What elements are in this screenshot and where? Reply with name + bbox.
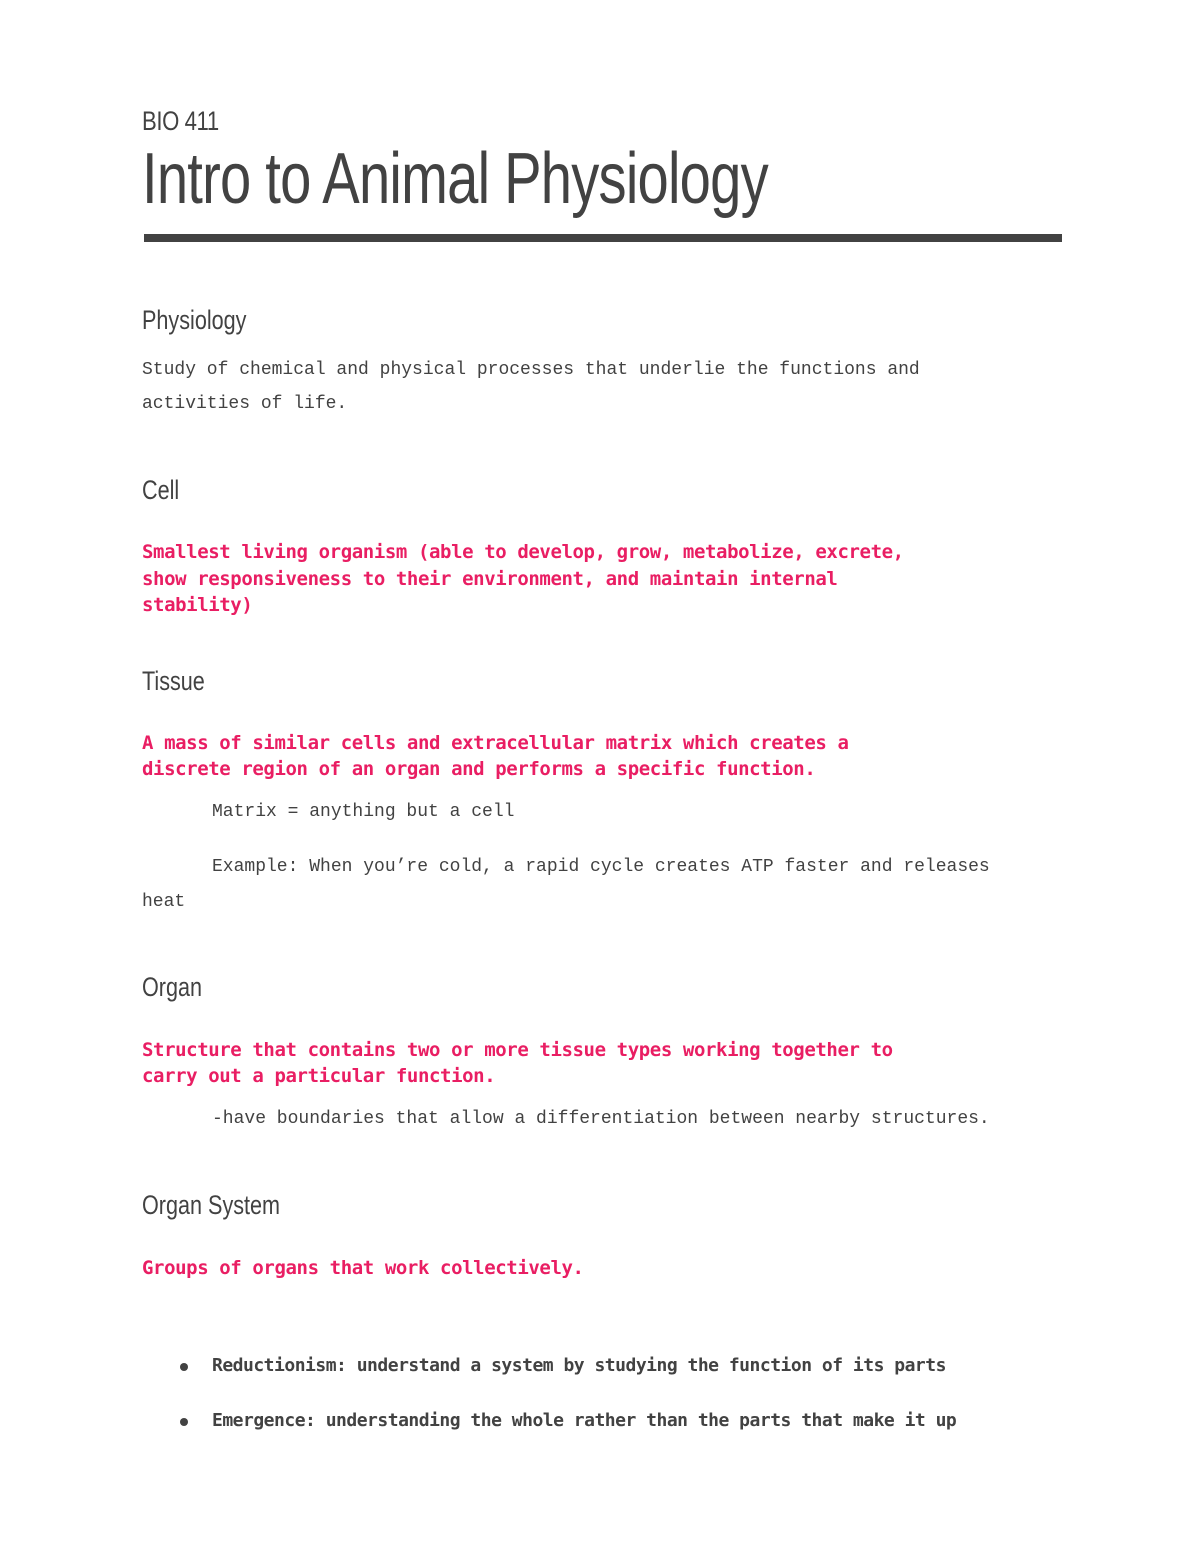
title-divider (144, 234, 1062, 242)
organ-definition-line-2: carry out a particular function. (142, 1065, 496, 1087)
bullet-text: Reductionism: understand a system by studying the function of its parts (212, 1355, 946, 1376)
bullet-dot-icon (180, 1363, 188, 1371)
heading-physiology: Physiology (142, 305, 247, 335)
cell-definition-line-2: show responsiveness to their environment, and maintain internal (142, 568, 838, 590)
tissue-example-line-1: Example: When you’re cold, a rapid cycle creates ATP faster and releases (212, 857, 990, 877)
bullet-dot-icon (180, 1418, 188, 1426)
heading-organ: Organ (142, 972, 203, 1002)
list-item (172, 1355, 956, 1410)
document-title: Intro to Animal Physiology (142, 139, 768, 219)
course-code: BIO 411 (142, 106, 219, 136)
physiology-text-line-1: Study of chemical and physical processes that underlie the functions and (142, 360, 920, 380)
heading-cell: Cell (142, 475, 180, 505)
cell-definition-line-3: stability) (142, 594, 253, 616)
heading-organ-system: Organ System (142, 1190, 281, 1220)
organ-system-definition: Groups of organs that work collectively. (142, 1257, 584, 1279)
cell-definition-line-1: Smallest living organism (able to develop, grow, metabolize, excrete, (142, 541, 904, 563)
organ-note-boundaries: -have boundaries that allow a differentiation between nearby structures. (212, 1109, 990, 1129)
bullet-text: Emergence: understanding the whole rather than the parts that make it up (212, 1410, 957, 1431)
concept-bullet-list (172, 1355, 956, 1465)
organ-definition-line-1: Structure that contains two or more tissue types working together to (142, 1039, 893, 1061)
physiology-text-line-2: activities of life. (142, 394, 348, 414)
tissue-note-matrix: Matrix = anything but a cell (212, 802, 515, 822)
heading-tissue: Tissue (142, 666, 205, 696)
tissue-definition-line-1: A mass of similar cells and extracellular matrix which creates a (142, 732, 849, 754)
list-item (172, 1410, 956, 1465)
tissue-definition-line-2: discrete region of an organ and performs a specific function. (142, 758, 816, 780)
tissue-example-line-2: heat (142, 892, 186, 912)
